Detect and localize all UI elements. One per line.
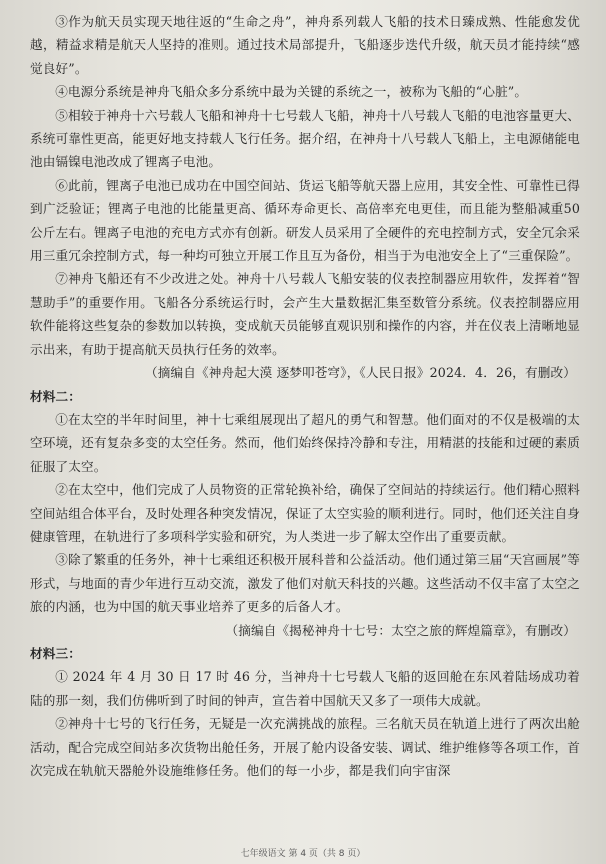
material2-paragraph-2: ②在太空中，他们完成了人员物资的正常轮换补给，确保了空间站的持续运行。他们精心照料空间站组合体平台，及时处理各种突发情况，保证了太空实验的顺利进行。同时，他们还关注自身健康管理，在轨进行了多项科学实验和研究，为人类进一步了解太空作出了重要贡献。 [30,482,580,544]
material1-paragraph-5: ⑤相较于神舟十六号载人飞船和神舟十七号载人飞船，神舟十八号载人飞船的电池容量更大、系统可靠性更高，能更好地支持载人飞行任务。据介绍，在神舟十八号载人飞船上，主电源储能电池由镉镍电池改成了锂离子电池。 [30,107,580,170]
material1-paragraph-4: ④电源分系统是神舟飞船众多分系统中最为关键的系统之一，被称为飞船的“心脏”。 [55,84,528,100]
material1-paragraph-7: ⑦神舟飞船还有不少改进之处。神舟十八号载人飞船安装的仪表控制器应用软件，发挥着“智慧助手”的重要作用。飞船各分系统运行时，会产生大量数据汇集至数管分系统。仪表控制器应用软件能将这些复杂的参数加以转换，变成航天员能够直观识别和操作的内容，并在仪表上清晰地显示出来，有助于提高航天员执行任务的效率。 [30,271,580,357]
material3-heading: 材料三： [30,645,81,661]
reading-material [30,10,580,782]
material2-source: （摘编自《揭秘神舟十七号：太空之旅的辉煌篇章》，有删改） [225,622,576,638]
material3-paragraph-2: ②神舟十七号的飞行任务，无疑是一次充满挑战的旅程。三名航天员在轨道上进行了两次出舱活动，配合完成空间站多次货物出舱任务，开展了舱内设备安装、调试、维护维修等各项工作，首次完成在轨航天器舱外设施维修任务。他们的每一小步，都是我们向宇宙深 [30,716,580,778]
material1-paragraph-3: ③作为航天员实现天地往返的“生命之舟”，神舟系列载人飞船的技术日臻成熟、性能愈发优越，精益求精是航天人坚持的准则。通过技术局部提升，飞船逐步迭代升级，航天员才能持续“感觉良好”。 [30,14,580,76]
material2-paragraph-1: ①在太空的半年时间里，神十七乘组展现出了超凡的勇气和智慧。他们面对的不仅是极端的太空环境，还有复杂多变的太空任务。然而，他们始终保持冷静和专注，用精湛的技能和过硬的素质征服了太空。 [30,411,580,474]
page-footer: 七年级语文 第 4 页（共 8 页） [240,849,366,859]
material1-source: （摘编自《神舟起大漠 逐梦叩苍穹》，《人民日报》2024．4．26，有删改） [144,365,576,381]
material2-paragraph-3: ③除了繁重的任务外，神十七乘组还积极开展科普和公益活动。他们通过第三届“天宫画展”等形式，与地面的青少年进行互动交流，激发了他们对航天科技的兴趣。这些活动不仅丰富了太空之旅的内涵，也为中国的航天事业培养了更多的后备人才。 [30,552,580,615]
material3-paragraph-1: ① 2024 年 4 月 30 日 17 时 46 分，当神舟十七号载人飞船的返回舱在东风着陆场成功着陆的那一刻，我们仿佛听到了时间的钟声，宣告着中国航天又多了一项伟大成就。 [30,669,580,708]
material2-heading: 材料二： [30,388,81,404]
material1-paragraph-6: ⑥此前，锂离子电池已成功在中国空间站、货运飞船等航天器上应用，其安全性、可靠性已得到广泛验证；锂离子电池的比能量更高、循环寿命更长、高倍率充电更佳，而且能为整船减重50公斤左右。锂离子电池的充电方式亦有创新。研发人员采用了全硬件的充电控制方式，安全冗余采用三重冗余控制方式，每一种均可独立开展工作且互为备份，相当于为电池安全上了“三重保险”。 [30,177,580,264]
